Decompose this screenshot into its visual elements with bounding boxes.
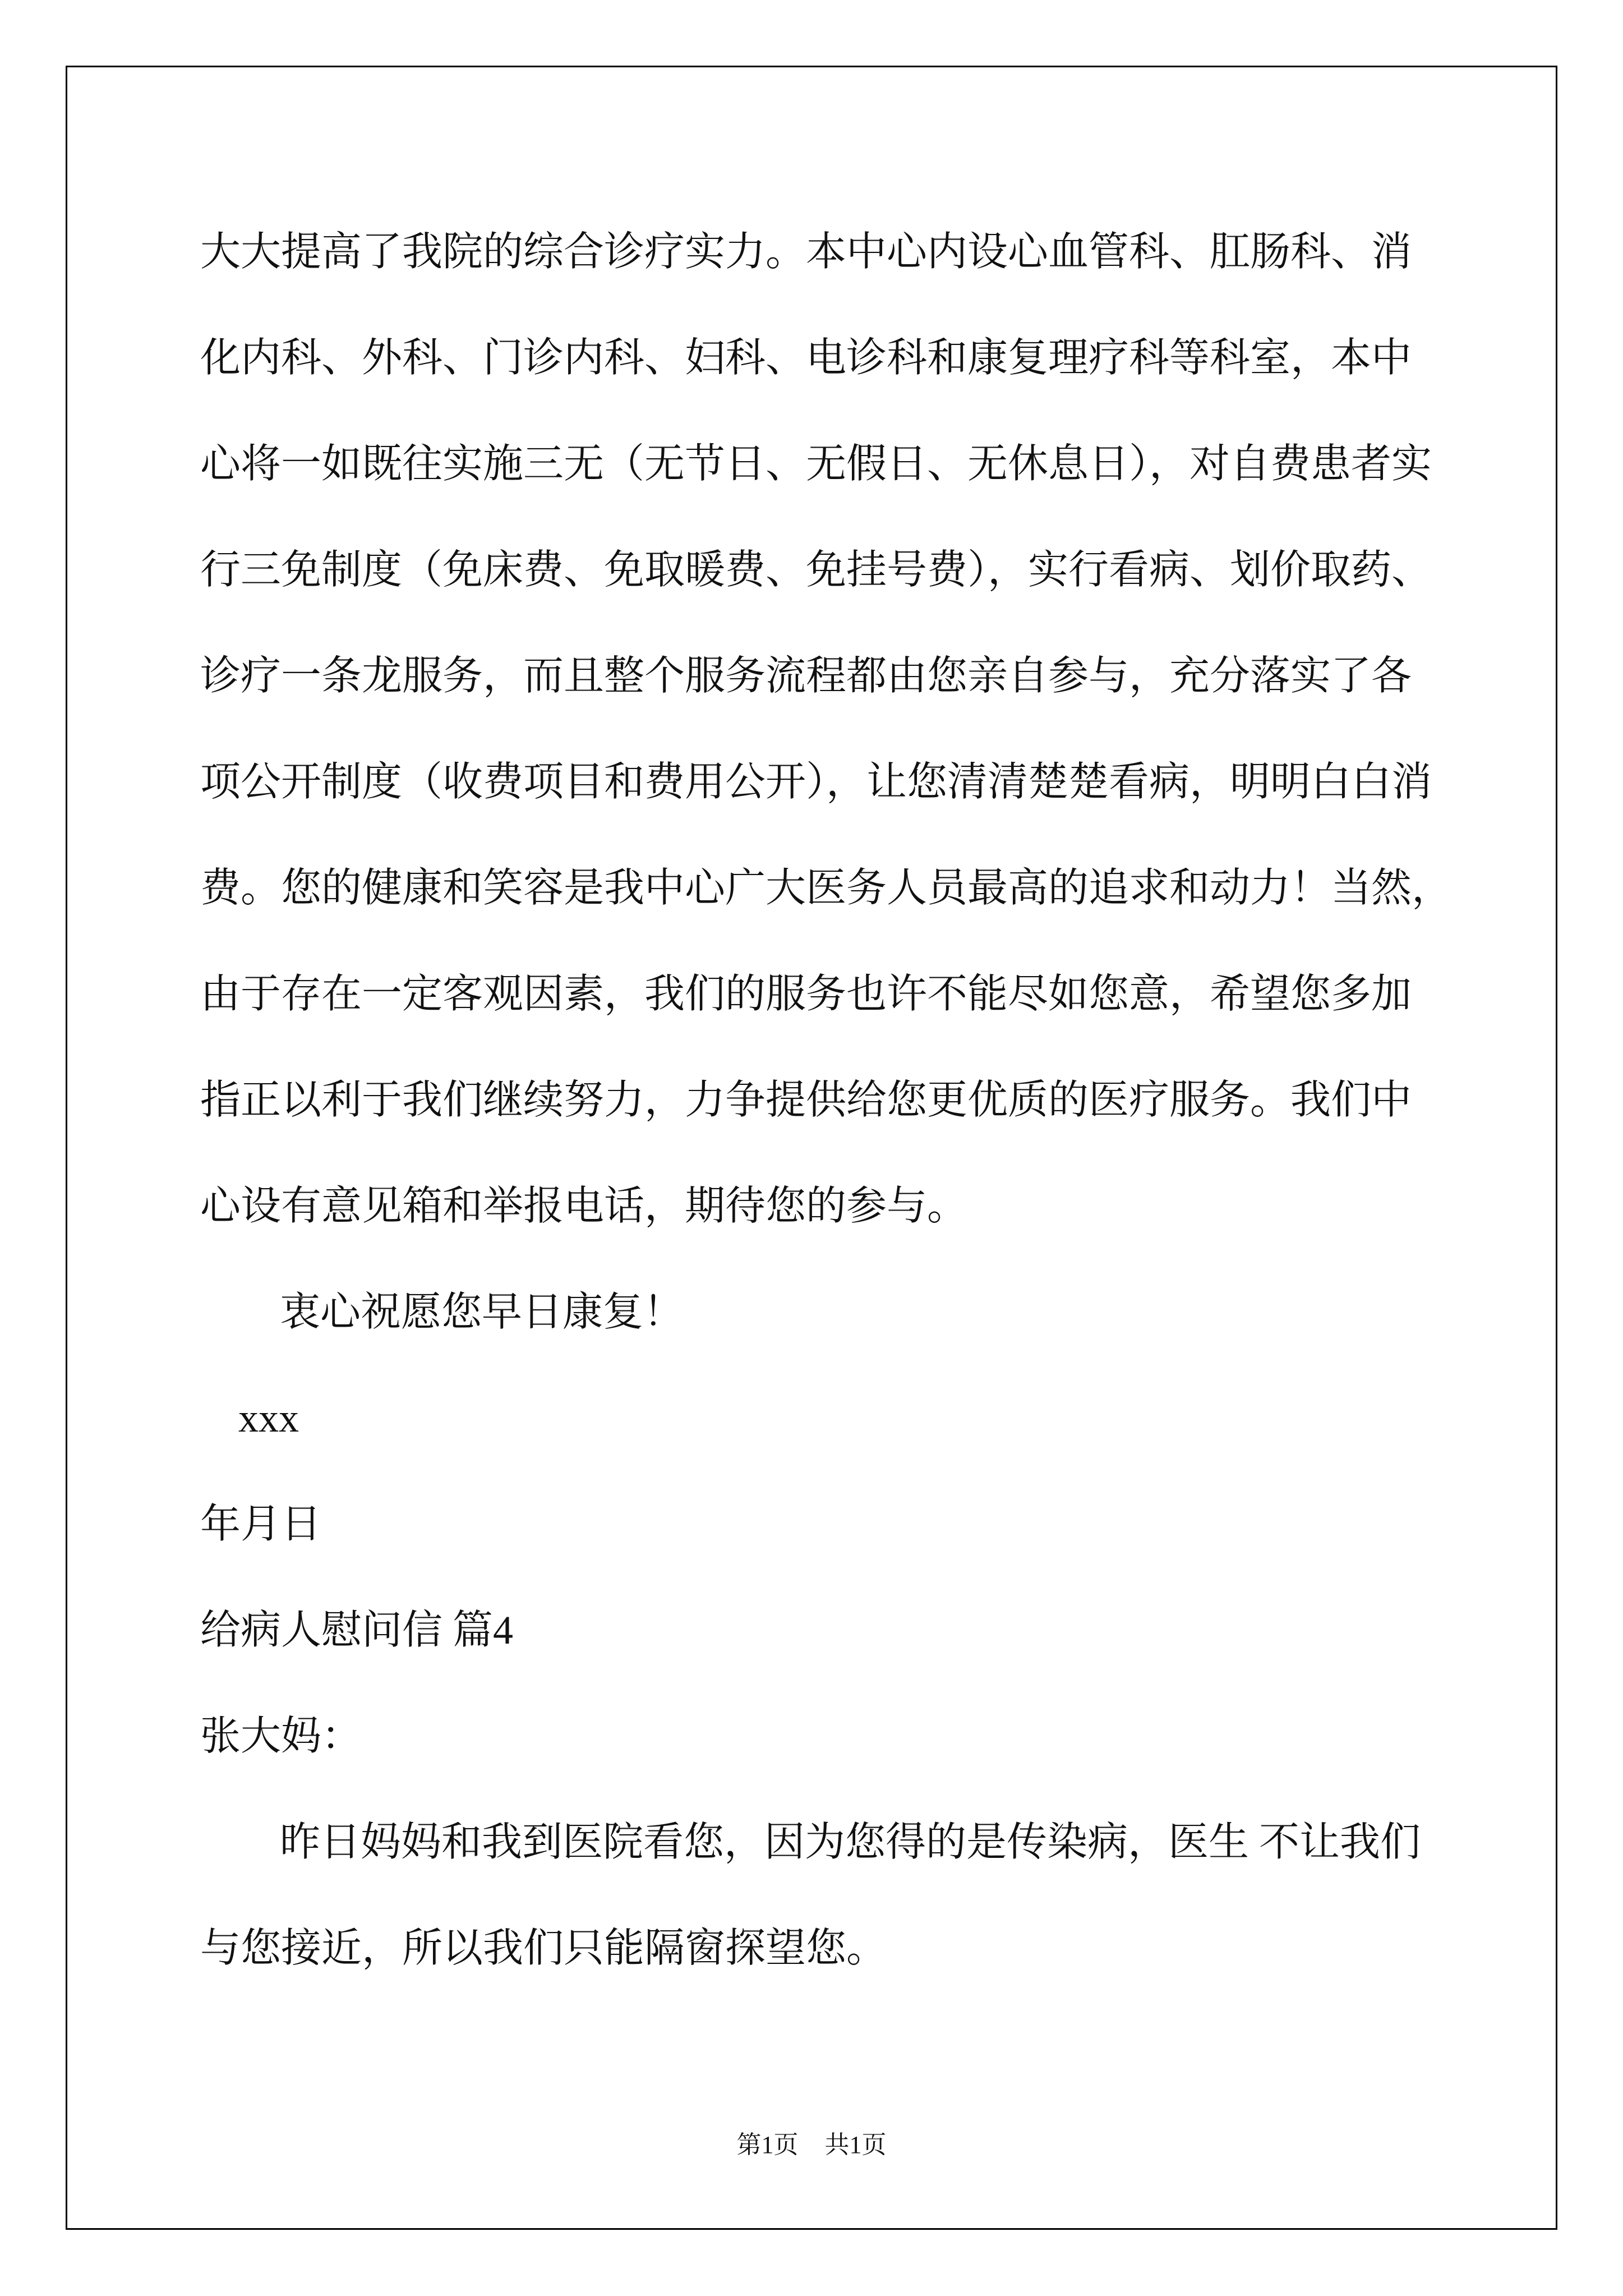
closing-wish: 衷心祝愿您早日康复！: [280, 1290, 684, 1335]
body-text-line: 行三免制度（免床费、免取暖费、免挂号费），实行看病、划价取药、: [200, 547, 1432, 592]
body-text-line: 大大提高了我院的综合诊疗实力。本中心内设心血管科、肛肠科、消: [200, 229, 1412, 274]
body-text-line: 心设有意见箱和举报电话，期待您的参与。: [200, 1184, 968, 1228]
letter-paragraph: [200, 1789, 1535, 2001]
body-text-line: 由于存在一定客观因素，我们的服务也许不能尽如您意，希望您多加: [200, 972, 1412, 1016]
body-text-line: 指正以利于我们继续努力，力争提供给您更优质的医疗服务。我们中: [200, 1078, 1412, 1122]
page-footer: [0, 2131, 1623, 2160]
signature: xxx: [238, 1396, 299, 1441]
date-line: 年月日: [200, 1502, 322, 1547]
section-title: 给病人慰问信 篇4: [200, 1608, 514, 1653]
body-text-line: 费。您的健康和笑容是我中心广大医务人员最高的追求和动力！当然，: [200, 866, 1453, 910]
letter-paragraph: [200, 199, 1535, 1259]
body-text-line: 与您接近，所以我们只能隔窗探望您。: [200, 1926, 887, 1971]
body-text-line: 项公开制度（收费项目和费用公开），让您清清楚楚看病，明明白白消: [200, 760, 1432, 804]
body-text-line: 心将一如既往实施三无（无节日、无假日、无休息日），对自费患者实: [200, 441, 1432, 486]
body-text-line: 诊疗一条龙服务，而且整个服务流程都由您亲自参与，充分落实了各: [200, 654, 1412, 698]
body-text-line: 化内科、外科、门诊内科、妇科、电诊科和康复理疗科等科室，本中: [200, 335, 1412, 380]
salutation: 张大妈：: [200, 1714, 362, 1759]
document-body: [200, 199, 1535, 2001]
body-text-line: 昨日妈妈和我到医院看您，因为您得的是传染病，医生 不让我们: [280, 1820, 1421, 1865]
page-number: 第1页: [736, 2131, 799, 2159]
page-total: 共1页: [824, 2131, 887, 2159]
